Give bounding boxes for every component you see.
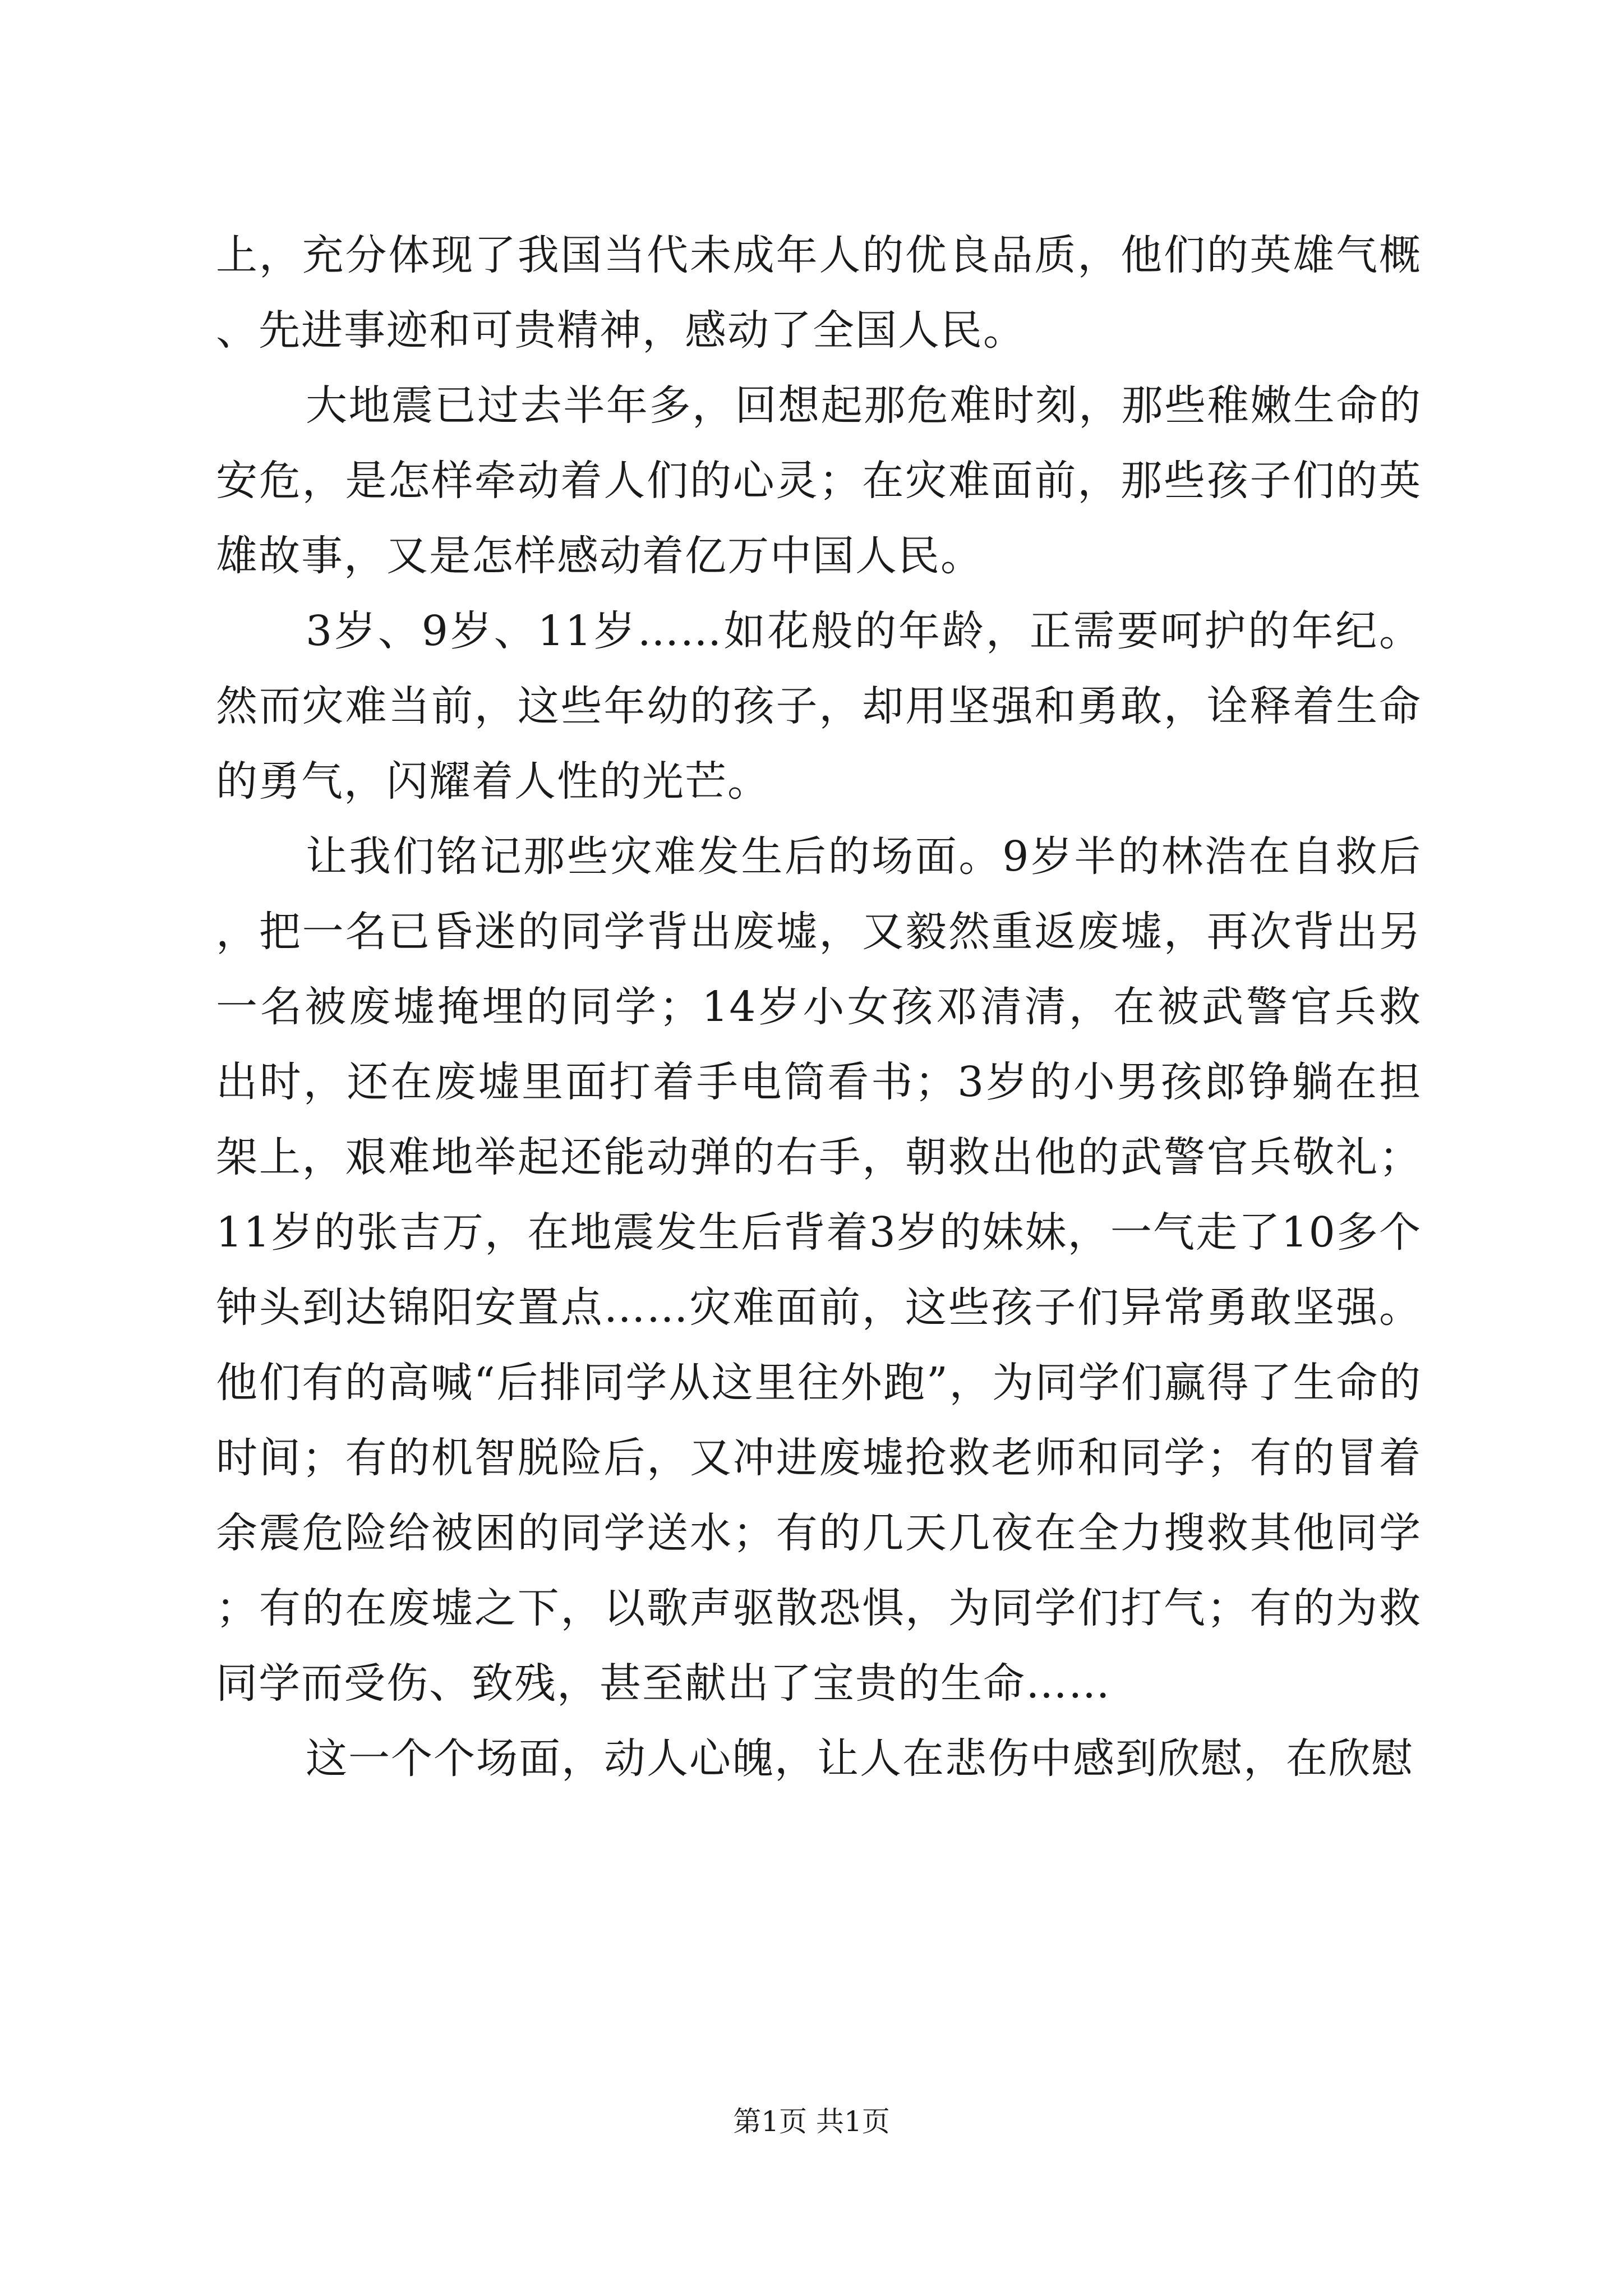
paragraph-4: 让我们铭记那些灾难发生后的场面。9岁半的林浩在自救后，把一名已昏迷的同学背出废墟，又毅然重返废墟，再次背出另一名被废墟掩埋的同学；14岁小女孩邓清清，在被武警官兵救出时，还在废墟里面打着手电筒看书；3岁的小男孩郎铮躺在担架上，艰难地举起还能动弹的右手，朝救出他的武警官兵敬礼；11岁的张吉万，在地震发生后背着3岁的妹妹，一气走了10多个钟头到达锦阳安置点……灾难面前，这些孩子们异常勇敢坚强。他们有的高喊“后排同学从这里往外跑”，为同学们赢得了生命的时间；有的机智脱险后，又冲进废墟抢救老师和同学；有的冒着余震危险给被困的同学送水；有的几天几夜在全力搜救其他同学；有的在废墟之下，以歌声驱散恐惧，为同学们打气；有的为救同学而受伤、致残，甚至献出了宝贵的生命…… [216,832,1422,1708]
paragraph-2: 大地震已过去半年多，回想起那危难时刻，那些稚嫩生命的安危，是怎样牵动着人们的心灵；在灾难面前，那些孩子们的英雄故事，又是怎样感动着亿万中国人民。 [216,381,1422,580]
paragraph-5: 这一个个场面，动人心魄，让人在悲伤中感到欣慰，在欣慰 [306,1734,1414,1783]
paragraph-3: 3岁、9岁、11岁……如花般的年龄，正需要呵护的年纪。然而灾难当前，这些年幼的孩子，却用坚强和勇敢，诠释着生命的勇气，闪耀着人性的光芒。 [216,607,1422,806]
paragraph-1: 上，充分体现了我国当代未成年人的优良品质，他们的英雄气概、先进事迹和可贵精神，感动了全国人民。 [216,231,1422,355]
page-number-footer: 第1页 共1页 [733,2105,890,2138]
document-body [216,218,1422,1796]
